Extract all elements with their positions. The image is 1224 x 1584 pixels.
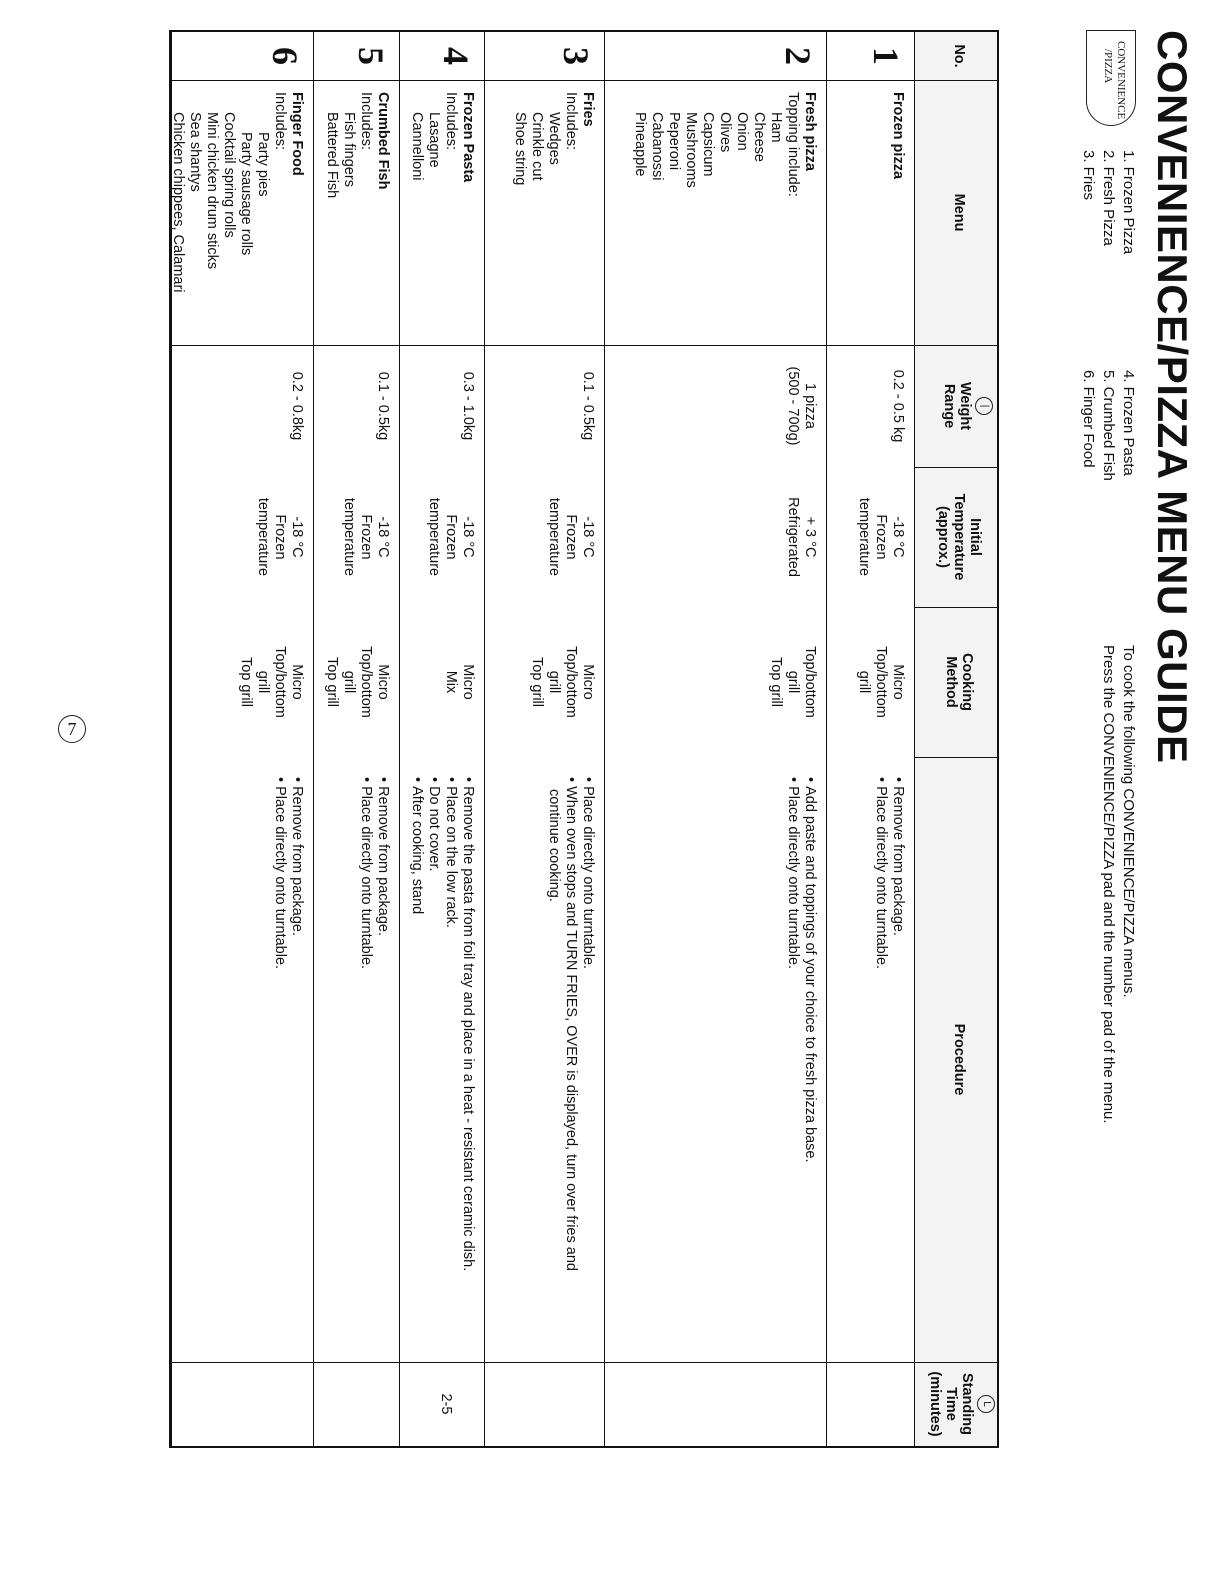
menu-cell bbox=[314, 80, 399, 345]
temperature-line: Frozen bbox=[563, 514, 579, 560]
procedure-step: • After cooking, stand bbox=[408, 777, 425, 1352]
method-cell bbox=[485, 607, 604, 757]
procedure-step: • Add paste and toppings of your choice to fresh pizza base. bbox=[801, 777, 818, 1352]
procedure-cell bbox=[400, 757, 484, 1362]
instruction-line: To cook the following CONVENIENCE/PIZZA menus. bbox=[1120, 645, 1137, 998]
temperature-line: -18 °C bbox=[289, 516, 305, 558]
procedure-step: • Place directly onto turntable. bbox=[357, 777, 374, 1352]
menu-detail-line: Wedges bbox=[546, 112, 562, 165]
procedure-step: • Remove from package. bbox=[288, 777, 305, 1352]
temperature-line: Refrigerated bbox=[785, 497, 801, 577]
temperature-line: temperature bbox=[426, 497, 442, 577]
method-line: Micro bbox=[580, 664, 596, 700]
temperature-cell bbox=[485, 467, 604, 607]
weight-line: 0.2 - 0.8kg bbox=[289, 371, 305, 441]
method-line: grill bbox=[856, 670, 872, 694]
menu-guide-table bbox=[169, 30, 999, 1448]
method-line: Top/bottom bbox=[873, 646, 889, 718]
weight-icon: | bbox=[975, 397, 993, 415]
menu-list-item: 1. Frozen Pizza bbox=[1120, 150, 1137, 255]
method-cell bbox=[605, 607, 826, 757]
temperature-line: -18 °C bbox=[890, 516, 906, 558]
menu-name: Frozen pizza bbox=[890, 92, 906, 180]
clock-icon: L bbox=[977, 1395, 995, 1413]
column-divider bbox=[171, 80, 997, 81]
temperature-line: -18 °C bbox=[580, 516, 596, 558]
menu-detail-line: Chicken chippees, Calamari bbox=[170, 112, 186, 293]
procedure-step: • Place directly onto turntable. bbox=[579, 777, 596, 1352]
row-number: 1 bbox=[866, 47, 906, 65]
table-row bbox=[171, 32, 313, 1446]
weight-cell bbox=[605, 345, 826, 467]
procedure-step: continue cooking. bbox=[546, 789, 562, 902]
method-line: Micro bbox=[289, 664, 305, 700]
table-row bbox=[484, 32, 604, 1446]
method-line: Top/bottom bbox=[563, 646, 579, 718]
weight-cell bbox=[400, 345, 484, 467]
menu-list-item: 4. Frozen Pasta bbox=[1120, 370, 1137, 476]
method-cell bbox=[314, 607, 399, 757]
temperature-line: -18 °C bbox=[460, 516, 476, 558]
menu-name: Frozen Pasta bbox=[460, 92, 476, 183]
menu-list-item: 5. Crumbed Fish bbox=[1100, 370, 1117, 481]
menu-cell bbox=[485, 80, 604, 345]
menu-detail-line: Ham bbox=[768, 112, 784, 143]
column-divider bbox=[914, 607, 997, 608]
method-line: Micro bbox=[460, 664, 476, 700]
method-line: Micro bbox=[375, 664, 391, 700]
header-procedure: Procedure bbox=[951, 1023, 967, 1096]
temperature-line: -18 °C bbox=[375, 516, 391, 558]
procedure-cell bbox=[605, 757, 826, 1362]
method-cell bbox=[172, 607, 313, 757]
column-divider bbox=[914, 467, 997, 468]
method-line: Top/bottom bbox=[272, 646, 288, 718]
menu-detail-line: Cannelloni bbox=[409, 112, 425, 181]
menu-cell bbox=[172, 80, 313, 345]
weight-cell bbox=[172, 345, 313, 467]
table-row bbox=[826, 32, 914, 1446]
menu-list-first-column bbox=[1078, 150, 1138, 254]
header-standing-line: Time bbox=[943, 1387, 959, 1421]
method-line: grill bbox=[785, 670, 801, 694]
header-standing-line: Standing bbox=[959, 1372, 975, 1436]
menu-list-item: 6. Finger Food bbox=[1080, 370, 1097, 468]
header-method bbox=[915, 607, 997, 757]
header-menu: Menu bbox=[951, 193, 967, 232]
table-row bbox=[399, 32, 484, 1446]
table-row bbox=[604, 32, 826, 1446]
header-standing-time bbox=[915, 1362, 997, 1446]
procedure-cell bbox=[485, 757, 604, 1362]
menu-detail-line: Cheese bbox=[751, 112, 767, 162]
temperature-line: Frozen bbox=[358, 514, 374, 560]
row-number: 5 bbox=[351, 47, 391, 65]
menu-detail-line: Capsicum bbox=[700, 112, 716, 177]
header-weight-line: Range bbox=[941, 383, 957, 429]
header bbox=[1026, 30, 1196, 1550]
row-number: 3 bbox=[556, 47, 596, 65]
instruction-line: Press the CONVENIENCE/PIZZA pad and the number pad of the menu. bbox=[1100, 645, 1117, 1124]
menu-detail-line: Includes: bbox=[272, 92, 288, 151]
menu-name: Finger Food bbox=[289, 92, 305, 176]
row-number: 6 bbox=[265, 47, 305, 65]
menu-detail-line: Crinkle cut bbox=[529, 112, 545, 181]
method-line: Mix bbox=[443, 670, 459, 694]
menu-detail-line: Includes: bbox=[358, 92, 374, 151]
procedure-step: • Remove from package. bbox=[889, 777, 906, 1352]
temperature-line: + 3 °C bbox=[802, 516, 818, 558]
row-number: 4 bbox=[436, 47, 476, 65]
temperature-cell bbox=[400, 467, 484, 607]
header-method-line: Method bbox=[943, 656, 959, 708]
header-no: No. bbox=[951, 44, 967, 68]
convenience-pizza-logo bbox=[1086, 30, 1136, 126]
method-line: Top grill bbox=[238, 657, 254, 707]
procedure-step: • When oven stops and TURN FRIES, OVER is displayed, turn over fries and bbox=[562, 777, 579, 1352]
temperature-cell bbox=[827, 467, 914, 607]
method-line: Micro bbox=[890, 664, 906, 700]
method-line: grill bbox=[255, 670, 271, 694]
menu-list-item: 2. Fresh Pizza bbox=[1100, 150, 1117, 246]
weight-cell bbox=[827, 345, 914, 467]
method-line: Top/bottom bbox=[802, 646, 818, 718]
procedure-cell bbox=[172, 757, 313, 1362]
menu-detail-line: Mini chicken drum sticks bbox=[204, 112, 220, 270]
menu-detail-line: Cabanossi bbox=[649, 112, 665, 181]
temperature-cell bbox=[172, 467, 313, 607]
temperature-cell bbox=[605, 467, 826, 607]
menu-list-item: 3. Fries bbox=[1080, 150, 1097, 201]
menu-cell bbox=[605, 80, 826, 345]
menu-name: Crumbed Fish bbox=[375, 92, 391, 190]
weight-cell bbox=[485, 345, 604, 467]
header-weight-line: Weight bbox=[957, 381, 973, 431]
menu-detail-line: Cocktail spring rolls bbox=[221, 112, 237, 238]
header-temperature-line: (approx.) bbox=[935, 505, 951, 569]
table-row bbox=[313, 32, 399, 1446]
procedure-step: • Remove the pasta from foil tray and place in a heat - resistant ceramic dish. bbox=[459, 777, 476, 1352]
menu-detail-line: Mushrooms bbox=[683, 112, 699, 188]
column-divider bbox=[171, 345, 997, 346]
column-divider bbox=[171, 1362, 997, 1363]
menu-detail-line: Onion bbox=[734, 112, 750, 151]
menu-detail-line: Topping include: bbox=[785, 92, 801, 197]
standing-time-cell bbox=[485, 1362, 604, 1446]
temperature-line: temperature bbox=[546, 497, 562, 577]
menu-cell bbox=[827, 80, 914, 345]
method-line: grill bbox=[546, 670, 562, 694]
logo-line: /PIZZA bbox=[1102, 49, 1114, 84]
menu-detail-line: Peperoni bbox=[666, 112, 682, 171]
weight-line: 0.1 - 0.5kg bbox=[375, 371, 391, 441]
weight-cell bbox=[314, 345, 399, 467]
standing-time-cell bbox=[314, 1362, 399, 1446]
method-line: Top grill bbox=[324, 657, 340, 707]
header-temperature-line: Initial bbox=[967, 518, 983, 556]
procedure-cell bbox=[314, 757, 399, 1362]
menu-detail-line: Pineapple bbox=[632, 112, 648, 177]
menu-detail-line: Fish fingers bbox=[341, 112, 357, 187]
temperature-line: temperature bbox=[255, 497, 271, 577]
menu-detail-line: Olives bbox=[717, 112, 733, 153]
temperature-cell bbox=[314, 467, 399, 607]
menu-list-second-column bbox=[1078, 370, 1138, 481]
weight-line: 1 pizza bbox=[802, 383, 818, 429]
method-line: Top grill bbox=[529, 657, 545, 707]
menu-detail-line: Includes: bbox=[443, 92, 459, 151]
standing-time-cell bbox=[827, 1362, 914, 1446]
method-cell bbox=[827, 607, 914, 757]
standing-time-cell: 2-5 bbox=[438, 1393, 454, 1415]
menu-detail-line: Battered Fish bbox=[324, 112, 340, 199]
menu-detail-line: Sea shantys bbox=[187, 112, 203, 192]
header-temperature bbox=[915, 467, 997, 607]
page-number: 7 bbox=[58, 715, 86, 743]
method-line: Top/bottom bbox=[358, 646, 374, 718]
weight-line: 0.3 - 1.0kg bbox=[460, 371, 476, 441]
row-number: 2 bbox=[778, 47, 818, 65]
temperature-line: Frozen bbox=[873, 514, 889, 560]
header-weight bbox=[915, 345, 997, 467]
temperature-line: temperature bbox=[341, 497, 357, 577]
column-divider bbox=[914, 757, 997, 758]
instructions bbox=[1098, 645, 1138, 1124]
temperature-line: Frozen bbox=[443, 514, 459, 560]
header-method-line: Cooking bbox=[959, 653, 975, 711]
menu-name: Fresh pizza bbox=[802, 92, 818, 171]
procedure-step: • Place directly onto turntable. bbox=[784, 777, 801, 1352]
header-standing-line: (minutes) bbox=[927, 1371, 943, 1437]
procedure-step: • Place directly onto turntable. bbox=[872, 777, 889, 1352]
procedure-step: • Place on the low rack. bbox=[442, 777, 459, 1352]
logo-line: CONVENIENCE bbox=[1115, 41, 1127, 120]
method-line: grill bbox=[341, 670, 357, 694]
weight-line: (500 - 700g) bbox=[785, 366, 801, 446]
page-title: CONVENIENCE/PIZZA MENU GUIDE bbox=[1149, 30, 1196, 764]
procedure-cell bbox=[827, 757, 914, 1362]
table-header-row bbox=[914, 32, 997, 1446]
menu-detail-line: Shoe string bbox=[512, 112, 528, 186]
standing-time-cell bbox=[605, 1362, 826, 1446]
procedure-step: • Place directly onto turntable. bbox=[271, 777, 288, 1352]
procedure-step: • Remove from package. bbox=[374, 777, 391, 1352]
method-cell bbox=[400, 607, 484, 757]
standing-time-cell bbox=[172, 1362, 313, 1446]
weight-line: 0.1 - 0.5kg bbox=[580, 371, 596, 441]
menu-detail-line: Party sausage rolls bbox=[238, 132, 254, 256]
weight-line: 0.2 - 0.5 kg bbox=[890, 369, 906, 443]
menu-detail-line: Party pies bbox=[255, 132, 271, 197]
menu-detail-line: Lasagne bbox=[426, 112, 442, 168]
method-line: Top grill bbox=[768, 657, 784, 707]
temperature-line: Frozen bbox=[272, 514, 288, 560]
procedure-step: • Do not cover. bbox=[425, 777, 442, 1352]
header-temperature-line: Temperature bbox=[951, 493, 967, 581]
temperature-line: temperature bbox=[856, 497, 872, 577]
menu-cell bbox=[400, 80, 484, 345]
menu-detail-line: Includes: bbox=[563, 92, 579, 151]
menu-name: Fries bbox=[580, 92, 596, 127]
